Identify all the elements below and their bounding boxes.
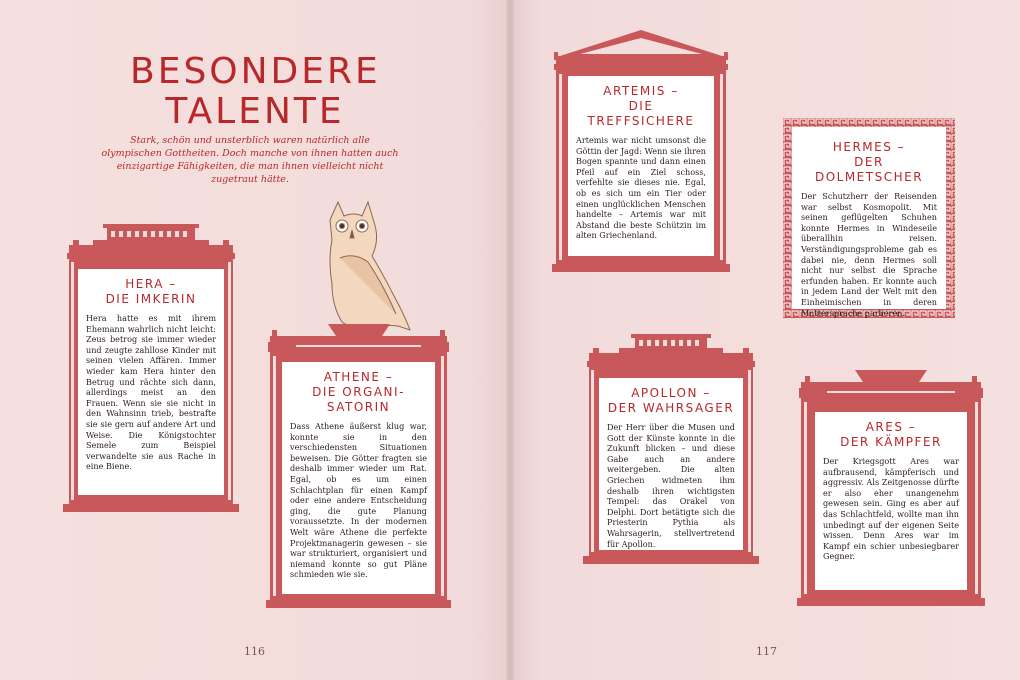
card-ares (797, 368, 985, 606)
card-hermes-title-line-2: DER DOLMETSCHER (814, 155, 924, 184)
card-hermes-title (801, 140, 937, 185)
card-hera-title-line-1: HERA – (125, 277, 177, 291)
page-title-line-1: BESONDERE (130, 51, 381, 92)
card-athene-title-line-2: DIE ORGANI- (312, 385, 405, 399)
card-ares-text: Der Kriegsgott Ares war aufbrausend, kämpferisch und aggressiv. Als Zeitgenosse dürfte er also eher unangenehm gewesen sein. Ging es aber auf das Schlachtfeld, wollte man ihn unbedingt auf der eigenen Seite wissen. Denn Ares war im Kampf ein schier unbesiegbarer Gegner. (823, 456, 959, 562)
page-title-line-2: TALENTE (165, 91, 345, 132)
card-artemis-title-line-1: ARTEMIS – (603, 84, 679, 98)
card-hera-title (86, 277, 216, 307)
card-hera-panel (78, 269, 224, 495)
card-apollon-title (607, 386, 735, 416)
card-apollon-title-line-2: DER WAHRSAGER (607, 401, 735, 415)
card-ares-title-line-1: ARES – (865, 420, 917, 434)
card-athene-panel (282, 362, 435, 594)
intro-text: Stark, schön und unsterblich waren natürlich alle olympischen Gottheiten. Doch manche von ihnen hatten auch einzigartige Fähigkeiten, die man ihnen vielleicht nicht zugetraut hätte. (101, 135, 399, 185)
card-athene-title-line-1: ATHENE – (323, 370, 394, 384)
card-hermes-panel (793, 132, 945, 318)
card-ares-title-line-2: DER KÄMPFER (840, 435, 942, 449)
card-ares-title (823, 420, 959, 450)
page-number-right: 117 (756, 645, 777, 658)
card-artemis-title (576, 84, 706, 129)
card-apollon-text: Der Herr über die Musen und Gott der Künste konnte in die Zukunft blicken – und diese Gabe auch an andere weitergeben. Die alten Griechen widmeten ihm deshalb ihren wichtigsten Tempel: das Orakel von Delphi. Dort betätigte sich die Priesterin Pythia als Wahrsagerin, stellvertretend für Apollon. (607, 422, 735, 549)
page-number-left: 116 (244, 645, 265, 658)
card-apollon-title-line-1: APOLLON – (631, 386, 711, 400)
card-hermes-title-line-1: HERMES – (832, 140, 906, 154)
card-apollon (583, 332, 759, 564)
card-hera (63, 222, 239, 512)
card-artemis-panel (568, 76, 714, 256)
card-athene-title-line-3: SATORIN (326, 400, 391, 414)
book-gutter (506, 0, 514, 680)
card-artemis-title-line-2: DIE TREFFSICHERE (587, 99, 695, 128)
card-apollon-panel (599, 378, 743, 550)
card-ares-panel (815, 412, 967, 590)
card-artemis (552, 28, 730, 272)
card-athene-title (290, 370, 427, 415)
page-title (130, 52, 380, 132)
card-hermes (783, 118, 955, 318)
card-athene-text: Dass Athene äußerst klug war, konnte sie in den verschiedensten Situationen beweisen. Die Götter fragten sie deshalb immer wieder um Rat. Egal, ob es um einen Schlachtplan für einen Kampf oder eine andere Entscheidung ging, die gute Planung voraussetzte. In der modernen Welt wäre Athene die perfekte Projektmanagerin gewesen – sie war strukturiert, organisiert und niemand konnte so gut Pläne schmieden wie sie. (290, 421, 427, 580)
card-hermes-text: Der Schutzherr der Reisenden war selbst Kosmopolit. Mit seinen geflügelten Schuhen konnte Hermes in Windeseile überallhin reisen. Verständigungsprobleme gab es dabei nie, denn Hermes soll nicht nur selbst die Sprache erfunden haben. Er konnte auch in jedem Land der Welt mit den Einheimischen in deren Muttersprache parlieren. (801, 191, 937, 318)
card-hera-text: Hera hatte es mit ihrem Ehemann wahrlich nicht leicht: Zeus betrog sie immer wieder und zeugte zahllose Kinder mit seinen vielen Affären. Immer wieder kam Hera hinter den Betrug und rächte sich dann, allerdings meist an den Frauen. Wenn sie sie nicht in den Wahnsinn trieb, bestrafte sie sie gern auf andere Art und Weise. Die Königstochter Semele zum Beispiel verwandelte sie aus Rache in eine Biene. (86, 313, 216, 472)
card-hera-title-line-2: DIE IMKERIN (105, 292, 197, 306)
card-artemis-text: Artemis war nicht umsonst die Göttin der Jagd: Wenn sie ihren Bogen spannte und dann einen Pfeil auf ein Ziel schoss, verfehlte sie dieses nie. Egal, ob es sich um ein Tier oder einen unglücklichen Menschen handelte – Artemis war mit Abstand die beste Schützin im alten Griechenland. (576, 135, 706, 241)
card-athene (266, 322, 451, 608)
